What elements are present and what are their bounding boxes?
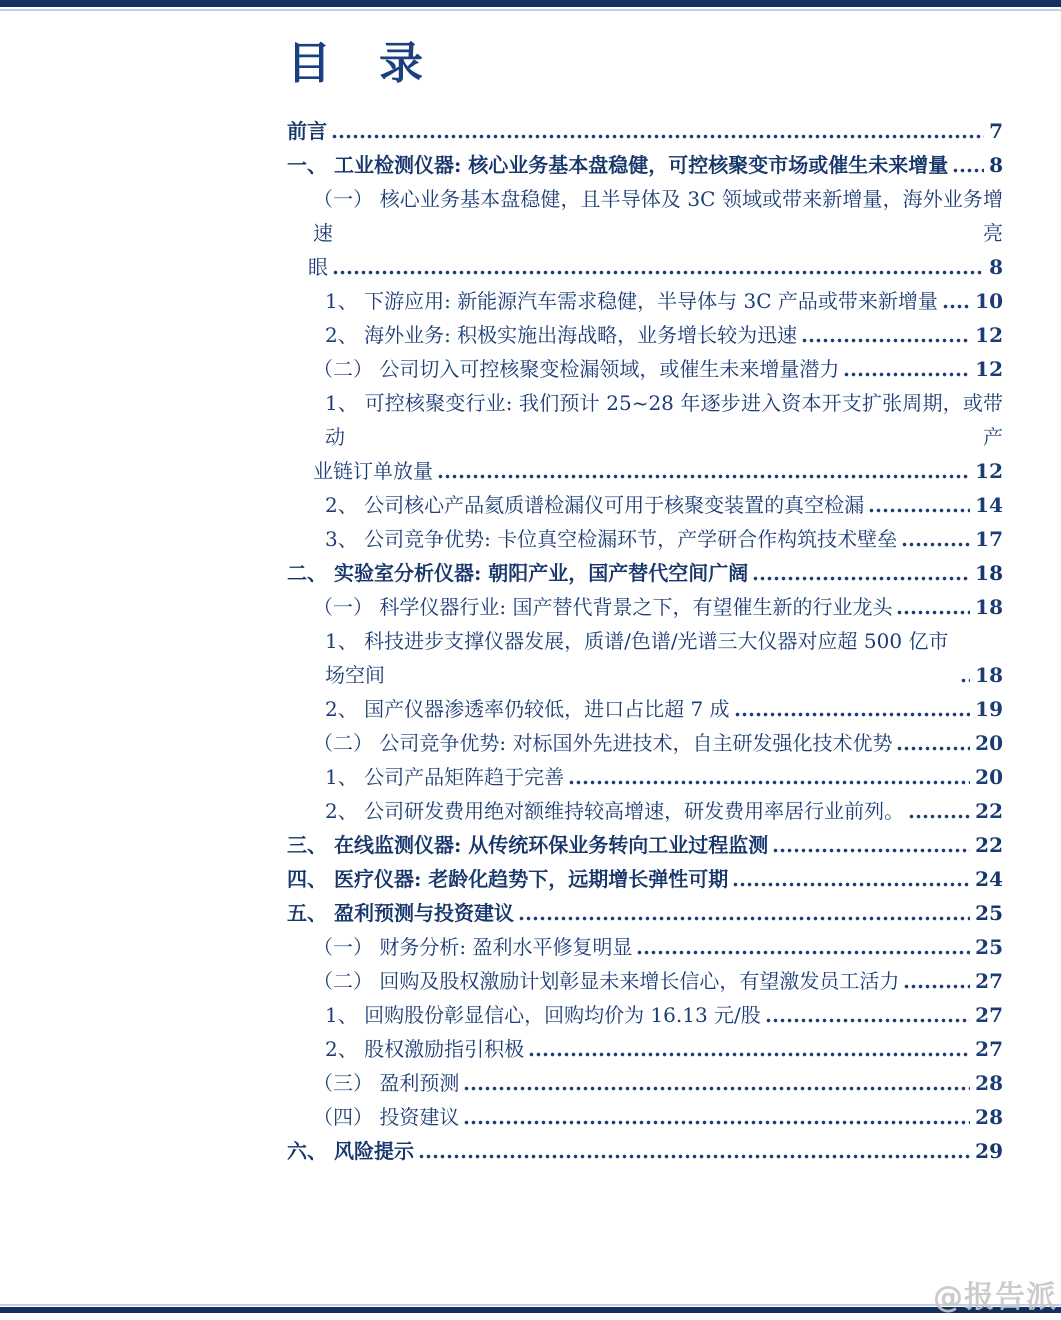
toc-page-number: 12 xyxy=(975,459,1003,484)
toc-entry-text: 三、 在线监测仪器: 从传统环保业务转向工业过程监测 xyxy=(287,833,769,858)
dotted-leader xyxy=(942,284,970,318)
toc-entry-text: 1、 下游应用: 新能源汽车需求稳健，半导体与 3C 产品或带来新增量 xyxy=(325,289,938,314)
top-accent-line xyxy=(0,9,1061,11)
bottom-border-bar xyxy=(0,1307,1061,1313)
dotted-leader xyxy=(418,1134,970,1168)
toc-entry[interactable] xyxy=(287,930,1003,964)
toc-entry[interactable] xyxy=(287,896,1003,930)
toc-page-number: 7 xyxy=(989,119,1003,144)
toc-entry-text: （一） 核心业务基本盘稳健，且半导体及 3C 领域或带来新增量，海外业务增速亮 xyxy=(313,187,1003,246)
toc-entry-text: （二） 公司切入可控核聚变检漏领域，或催生未来增量潜力 xyxy=(313,357,840,382)
toc-entry[interactable] xyxy=(287,284,1003,318)
toc-entry-text: 眼 xyxy=(308,255,328,280)
toc-page-number: 27 xyxy=(975,1037,1003,1062)
toc-page-number: 10 xyxy=(975,289,1003,314)
toc-page-number: 24 xyxy=(975,867,1003,892)
toc-entry[interactable] xyxy=(287,352,1003,386)
toc-entry[interactable] xyxy=(287,522,1003,556)
toc-entry[interactable] xyxy=(287,760,1003,794)
toc-page-number: 14 xyxy=(975,493,1003,518)
toc-content xyxy=(287,40,1003,1168)
dotted-leader xyxy=(801,318,970,352)
toc-entry-text: 六、 风险提示 xyxy=(287,1139,414,1164)
toc-entry-text: （三） 盈利预测 xyxy=(313,1071,460,1096)
toc-entry[interactable] xyxy=(287,726,1003,760)
toc-page-number: 8 xyxy=(989,255,1003,280)
dotted-leader xyxy=(463,1066,970,1100)
toc-page-number: 25 xyxy=(975,901,1003,926)
toc-entry[interactable] xyxy=(287,386,1003,454)
toc-entry[interactable] xyxy=(287,488,1003,522)
top-border-bar xyxy=(0,0,1061,7)
toc-entry[interactable] xyxy=(287,556,1003,590)
toc-page-number: 29 xyxy=(975,1139,1003,1164)
toc-page-number: 27 xyxy=(975,969,1003,994)
toc-entry-text: 二、 实验室分析仪器: 朝阳产业，国产替代空间广阔 xyxy=(287,561,749,586)
dotted-leader xyxy=(843,352,970,386)
dotted-leader xyxy=(332,250,984,284)
toc-entry-text: 1、 可控核聚变行业: 我们预计 25~28 年逐步进入资本开支扩张周期，或带动产 xyxy=(325,391,1003,450)
toc-entry-text: 2、 公司核心产品氦质谱检漏仪可用于核聚变装置的真空检漏 xyxy=(325,493,865,518)
dotted-leader xyxy=(952,148,984,182)
toc-entry-text: 前言 xyxy=(287,119,327,144)
dotted-leader xyxy=(568,760,970,794)
toc-page-number: 20 xyxy=(975,765,1003,790)
toc-entry-text: 四、 医疗仪器: 老龄化趋势下，远期增长弹性可期 xyxy=(287,867,729,892)
toc-entry-text: 2、 公司研发费用绝对额维持较高增速，研发费用率居行业前列。 xyxy=(325,799,905,824)
bottom-accent-line xyxy=(0,1304,1061,1306)
dotted-leader xyxy=(868,488,970,522)
dotted-leader xyxy=(896,726,970,760)
toc-page-number: 28 xyxy=(975,1071,1003,1096)
toc-entry-text: 2、 股权激励指引积极 xyxy=(325,1037,525,1062)
toc-entry[interactable] xyxy=(287,862,1003,896)
dotted-leader xyxy=(331,114,984,148)
toc-entry[interactable] xyxy=(287,318,1003,352)
dotted-leader xyxy=(734,692,971,726)
toc-entry-text: 1、 公司产品矩阵趋于完善 xyxy=(325,765,565,790)
toc-entry[interactable] xyxy=(287,998,1003,1032)
toc-page-number: 18 xyxy=(975,663,1003,688)
toc-page-number: 22 xyxy=(975,833,1003,858)
toc-page-number: 28 xyxy=(975,1105,1003,1130)
dotted-leader xyxy=(752,556,970,590)
toc-entry-text: 1、 回购股份彰显信心，回购均价为 16.13 元/股 xyxy=(325,1003,761,1028)
toc-page-number: 25 xyxy=(975,935,1003,960)
page-title: 目 录 xyxy=(287,38,425,89)
toc-entry[interactable] xyxy=(287,1066,1003,1100)
watermark: @报告派 xyxy=(933,1280,1057,1315)
toc-entry[interactable] xyxy=(287,794,1003,828)
dotted-leader xyxy=(908,794,970,828)
toc-page-number: 19 xyxy=(975,697,1003,722)
dotted-leader xyxy=(896,590,970,624)
toc-entry-text: 五、 盈利预测与投资建议 xyxy=(287,901,514,926)
toc-entry-text: （一） 科学仪器行业: 国产替代背景之下，有望催生新的行业龙头 xyxy=(313,595,893,620)
toc-entry[interactable] xyxy=(287,964,1003,998)
toc-entry-continuation[interactable] xyxy=(287,250,1003,284)
toc-entry[interactable] xyxy=(287,148,1003,182)
toc-entry-text: 1、 科技进步支撑仪器发展，质谱/色谱/光谱三大仪器对应超 500 亿市场空间 xyxy=(325,629,949,688)
toc-entry[interactable] xyxy=(287,114,1003,148)
toc-entry-text: 业链订单放量 xyxy=(313,459,433,484)
toc-entry[interactable] xyxy=(287,828,1003,862)
toc-entry-text: （四） 投资建议 xyxy=(313,1105,460,1130)
toc-page-number: 22 xyxy=(975,799,1003,824)
toc-entry-text: 3、 公司竞争优势: 卡位真空检漏环节，产学研合作构筑技术壁垒 xyxy=(325,527,898,552)
dotted-leader xyxy=(732,862,970,896)
toc-entry-text: （一） 财务分析: 盈利水平修复明显 xyxy=(313,935,633,960)
toc-page-number: 12 xyxy=(975,357,1003,382)
dotted-leader xyxy=(903,964,970,998)
dotted-leader xyxy=(463,1100,970,1134)
dotted-leader xyxy=(437,454,970,488)
toc-page-number: 18 xyxy=(975,561,1003,586)
dotted-leader xyxy=(960,624,970,692)
toc-entry-text: （二） 回购及股权激励计划彰显未来增长信心，有望激发员工活力 xyxy=(313,969,900,994)
toc-page-number: 17 xyxy=(975,527,1003,552)
dotted-leader xyxy=(772,828,970,862)
dotted-leader xyxy=(636,930,970,964)
toc-entry[interactable] xyxy=(287,624,1003,692)
toc-page-number: 20 xyxy=(975,731,1003,756)
dotted-leader xyxy=(528,1032,970,1066)
toc-entry-continuation[interactable] xyxy=(287,454,1003,488)
toc-page-number: 27 xyxy=(975,1003,1003,1028)
toc-entry[interactable] xyxy=(287,1100,1003,1134)
dotted-leader xyxy=(901,522,970,556)
toc-entry[interactable] xyxy=(287,1134,1003,1168)
toc-entry-text: 2、 国产仪器渗透率仍较低，进口占比超 7 成 xyxy=(325,697,730,722)
toc-page-number: 18 xyxy=(975,595,1003,620)
toc-entry[interactable] xyxy=(287,590,1003,624)
toc-entry[interactable] xyxy=(287,182,1003,250)
toc-entry[interactable] xyxy=(287,1032,1003,1066)
toc-entry-text: 2、 海外业务: 积极实施出海战略，业务增长较为迅速 xyxy=(325,323,798,348)
toc-entry-text: （二） 公司竞争优势: 对标国外先进技术，自主研发强化技术优势 xyxy=(313,731,893,756)
dotted-leader xyxy=(518,896,970,930)
toc-entry-text: 一、 工业检测仪器: 核心业务基本盘稳健，可控核聚变市场或催生未来增量 xyxy=(287,153,949,178)
dotted-leader xyxy=(765,998,970,1032)
toc-entry[interactable] xyxy=(287,692,1003,726)
toc-page-number: 12 xyxy=(975,323,1003,348)
toc-page-number: 8 xyxy=(989,153,1003,178)
